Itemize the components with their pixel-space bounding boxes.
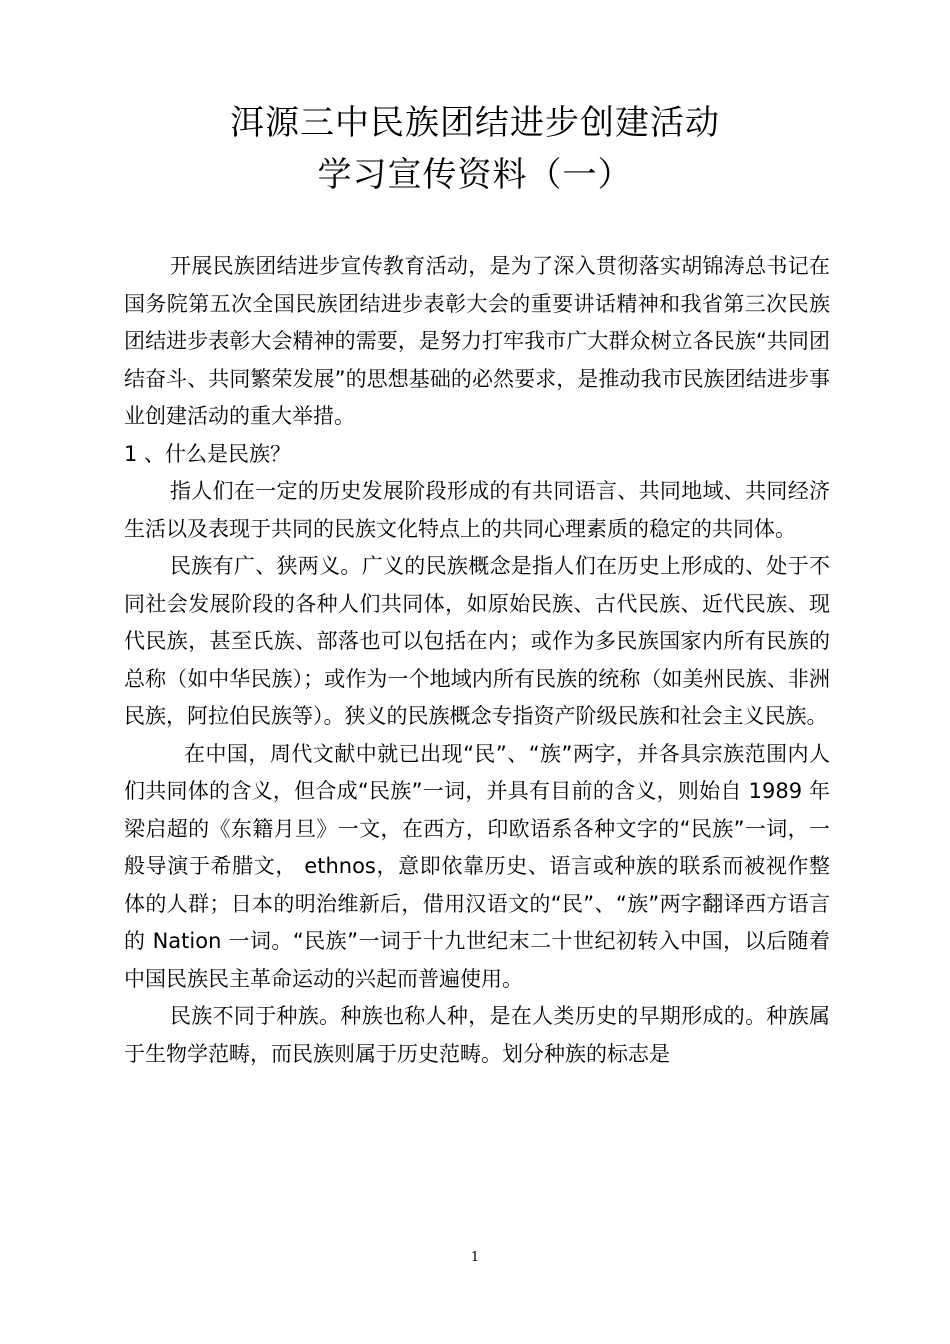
paragraph-nation-vs-race: 民族不同于种族。种族也称人种，是在人类历史的早期形成的。种族属于生物学范畴，而民族则属于历史范畴。划分种族的标志是 (124, 1004, 830, 1066)
document-title-line-2: 学习宣传资料（一） (317, 155, 633, 195)
paragraph-definition: 指人们在一定的历史发展阶段形成的有共同语言、共同地域、共同经济生活以及表现于共同的民族文化特点上的共同心理素质的稳定的共同体。 (124, 479, 830, 541)
section-heading-what-is-nation: 1 、什么是民族？ (124, 441, 292, 466)
document-body (124, 248, 830, 1073)
page-number: 1 (470, 1250, 480, 1265)
paragraph-broad-narrow-meaning: 民族有广、狭两义。广义的民族概念是指人们在历史上形成的、处于不同社会发展阶段的各种人们共同体，如原始民族、古代民族、近代民族、现代民族，甚至氏族、部落也可以包括在内；或作为多民族国家内所有民族的总称（如中华民族）；或作为一个地域内所有民族的统称（如美州民族、非洲民族，阿拉伯民族等）。狭义的民族概念专指资产阶级民族和社会主义民族。 (124, 554, 830, 728)
paragraph-etymology: 在中国，周代文献中就已出现“民”、“族”两字，并各具宗族范围内人们共同体的含义，但合成“民族”一词，并具有目前的含义，则始自 1989 年梁启超的《东籍月旦》一文，在西方，印欧语系各种文字的“民族”一词，一般导演于希腊文， ethnos，意即依靠历史、语言或种族的联系而被视作整体的人群；日本的明治维新后，借用汉语文的“民”、“族”两字翻译西方语言的 Nation 一词。“民族”一词于十九世纪末二十世纪初转入中国，以后随着中国民族民主革命运动的兴起而普遍使用。 (124, 741, 830, 991)
document-title-line-1: 洱源三中民族团结进步创建活动 (230, 103, 720, 143)
paragraph-intro: 开展民族团结进步宣传教育活动，是为了深入贯彻落实胡锦涛总书记在国务院第五次全国民族团结进步表彰大会的重要讲话精神和我省第三次民族团结进步表彰大会精神的需要，是努力打牢我市广大群众树立各民族“共同团结奋斗、共同繁荣发展”的思想基础的必然要求，是推动我市民族团结进步事业创建活动的重大举措。 (124, 254, 830, 428)
